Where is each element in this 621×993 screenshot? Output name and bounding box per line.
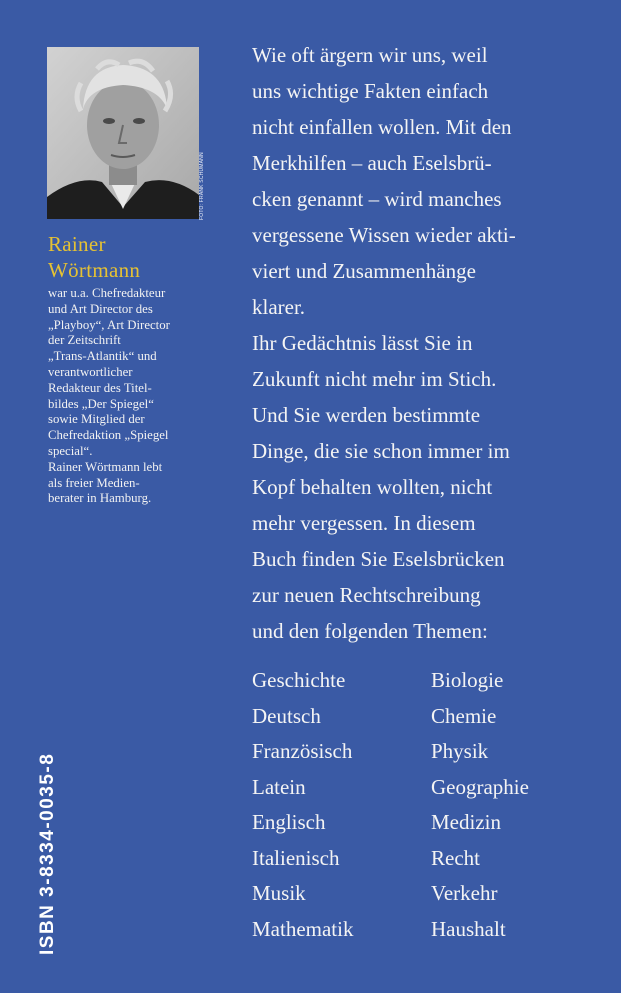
topic-item: Mathematik xyxy=(252,916,354,941)
topic-item: Latein xyxy=(252,774,306,799)
topics-column-right xyxy=(431,663,529,947)
topic-item: Recht xyxy=(431,845,480,870)
topic-item: Biologie xyxy=(431,668,504,692)
bio-line: special“. xyxy=(48,443,93,458)
bio-line: war u.a. Chefredakteur xyxy=(48,286,166,300)
blurb-line: Zukunft nicht mehr im Stich. xyxy=(252,367,497,391)
blurb-line: Ihr Gedächtnis lässt Sie in xyxy=(252,331,473,355)
bio-line: Redakteur des Titel- xyxy=(48,380,152,395)
author-photo xyxy=(47,47,199,219)
topic-item: Deutsch xyxy=(252,703,321,728)
bio-line: berater in Hamburg. xyxy=(48,491,152,506)
bio-line: bildes „Der Spiegel“ xyxy=(48,396,154,411)
topic-item: Verkehr xyxy=(431,881,498,905)
author-name-line: Rainer xyxy=(48,232,106,256)
blurb-line: und den folgenden Themen: xyxy=(252,619,488,643)
blurb-text xyxy=(252,37,592,649)
topic-item: Französisch xyxy=(252,739,353,763)
blurb-line: Wie oft ärgern wir uns, weil xyxy=(252,43,488,67)
bio-line: und Art Director des xyxy=(48,301,153,316)
topic-item: Musik xyxy=(252,881,306,905)
blurb-line: Buch finden Sie Eselsbrücken xyxy=(252,547,505,571)
blurb-line: zur neuen Rechtschreibung xyxy=(252,583,481,607)
blurb-line: vergessene Wissen wieder akti- xyxy=(252,223,516,247)
topic-item: Englisch xyxy=(252,810,326,834)
bio-line: Rainer Wörtmann lebt xyxy=(48,459,163,474)
blurb-line: Und Sie werden bestimmte xyxy=(252,403,481,427)
topic-item: Medizin xyxy=(431,810,501,834)
bio-line: der Zeitschrift xyxy=(48,333,121,348)
topic-item: Italienisch xyxy=(252,845,340,870)
blurb-line: Merkhilfen – auch Eselsbrü- xyxy=(252,151,492,175)
author-name-line: Wörtmann xyxy=(48,258,141,282)
bio-line: „Trans-Atlantik“ und xyxy=(48,349,157,364)
bio-line: Chefredaktion „Spiegel xyxy=(48,428,169,443)
blurb-line: cken genannt – wird manches xyxy=(252,187,502,211)
blurb-line: mehr vergessen. In diesem xyxy=(252,511,476,535)
bio-line: verantwortlicher xyxy=(48,364,133,379)
bio-line: sowie Mitglied der xyxy=(48,412,145,427)
author-name xyxy=(48,231,140,283)
topic-item: Chemie xyxy=(431,703,497,728)
blurb-line: klarer. xyxy=(252,295,306,319)
topic-item: Geographie xyxy=(431,774,529,799)
blurb-line: Dinge, die sie schon immer im xyxy=(252,439,510,463)
isbn-number: ISBN 3-8334-0035-8 xyxy=(37,752,58,955)
bio-line: als freier Medien- xyxy=(48,475,140,490)
blurb-line: viert und Zusammenhänge xyxy=(252,259,476,283)
blurb-line: nicht einfallen wollen. Mit den xyxy=(252,115,512,139)
blurb-line: Kopf behalten wollten, nicht xyxy=(252,475,493,499)
topic-item: Physik xyxy=(431,739,489,763)
blurb-line: uns wichtige Fakten einfach xyxy=(252,79,489,103)
topic-item: Haushalt xyxy=(431,916,506,941)
author-bio xyxy=(48,286,208,507)
photo-credit: FOTO: FRANK SCHUMANN xyxy=(199,152,205,220)
bio-line: „Playboy“, Art Director xyxy=(48,317,170,332)
topics-column-left xyxy=(252,663,353,947)
topic-item: Geschichte xyxy=(252,668,346,692)
